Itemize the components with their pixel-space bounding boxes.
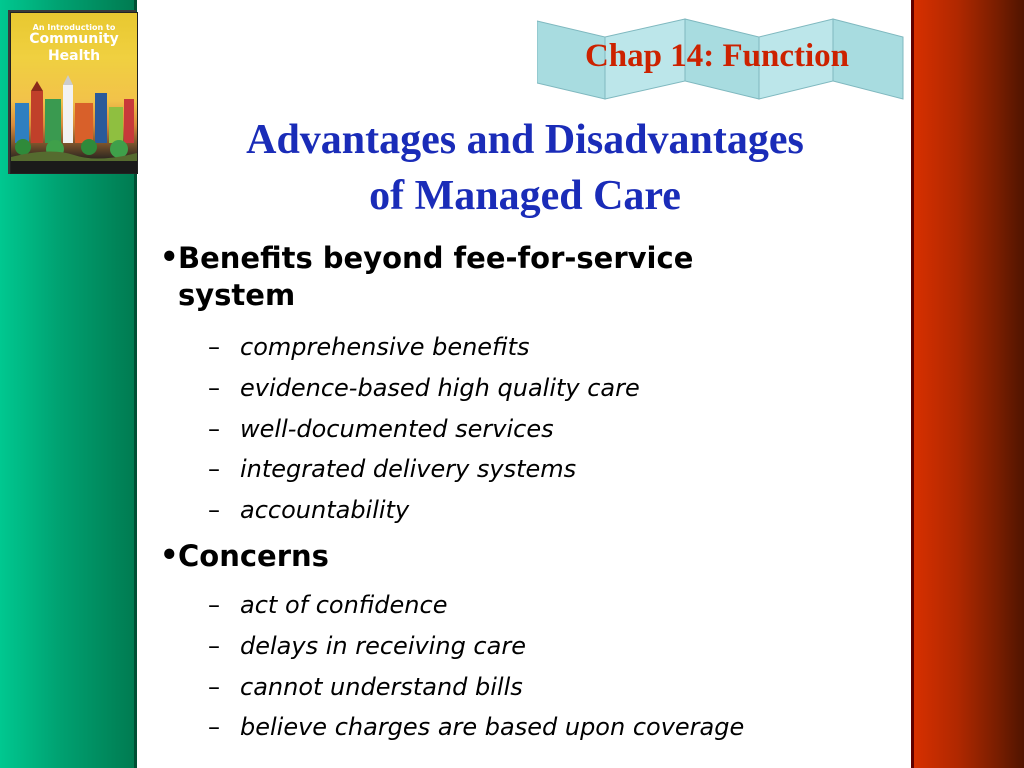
sub-marker: – — [208, 496, 220, 524]
bullet-marker: • — [160, 240, 179, 274]
bullet-heading: Benefits beyond fee-for-service system — [178, 241, 694, 312]
sub-item — [208, 672, 523, 702]
sub-item-text: evidence-based high quality care — [240, 374, 640, 402]
chapter-label: Chap 14: Function — [584, 38, 850, 74]
bullet-heading: Concerns — [178, 539, 329, 573]
right-decor-bar — [913, 0, 1024, 768]
book-cover-city-illustration — [11, 73, 137, 163]
book-cover-title-line1: Community — [29, 31, 119, 47]
sub-item — [208, 495, 409, 525]
sub-item-text: cannot understand bills — [240, 673, 523, 701]
book-cover-title-line2: Health — [47, 48, 101, 64]
sub-item — [208, 454, 576, 484]
sub-item-text: act of confidence — [240, 591, 448, 619]
book-cover-shadow — [8, 10, 136, 174]
sub-item-text: comprehensive benefits — [240, 333, 530, 361]
bullet-benefits — [140, 240, 818, 314]
sub-item-text: integrated delivery systems — [240, 455, 577, 483]
sub-marker: – — [208, 455, 220, 483]
book-cover-image — [10, 12, 138, 174]
sub-marker: – — [208, 591, 220, 619]
sub-item — [208, 373, 640, 403]
sub-item-text: believe charges are based upon coverage — [240, 713, 745, 741]
sub-marker: – — [208, 333, 220, 361]
slide-title-line1: Advantages and Disadvantages — [246, 117, 804, 163]
sub-item-text: well-documented services — [240, 415, 554, 443]
sub-marker: – — [208, 673, 220, 701]
sub-marker: – — [208, 415, 220, 443]
sub-item — [208, 590, 447, 620]
bullet-marker: • — [160, 538, 179, 572]
sub-item-text: accountability — [240, 496, 410, 524]
sub-marker: – — [208, 374, 220, 402]
slide-title — [160, 112, 890, 224]
sub-item — [208, 631, 526, 661]
sub-item — [208, 414, 554, 444]
bullet-concerns — [140, 538, 838, 575]
sub-item — [208, 332, 529, 362]
book-cover-author-strip — [11, 161, 137, 173]
sub-marker: – — [208, 632, 220, 660]
sub-marker: – — [208, 713, 220, 741]
slide-title-line2: of Managed Care — [369, 173, 681, 219]
sub-item-text: delays in receiving care — [240, 632, 526, 660]
right-decor-edge — [911, 0, 914, 768]
sub-item — [208, 712, 744, 742]
book-cover-subtitle: An Introduction to — [32, 23, 116, 32]
